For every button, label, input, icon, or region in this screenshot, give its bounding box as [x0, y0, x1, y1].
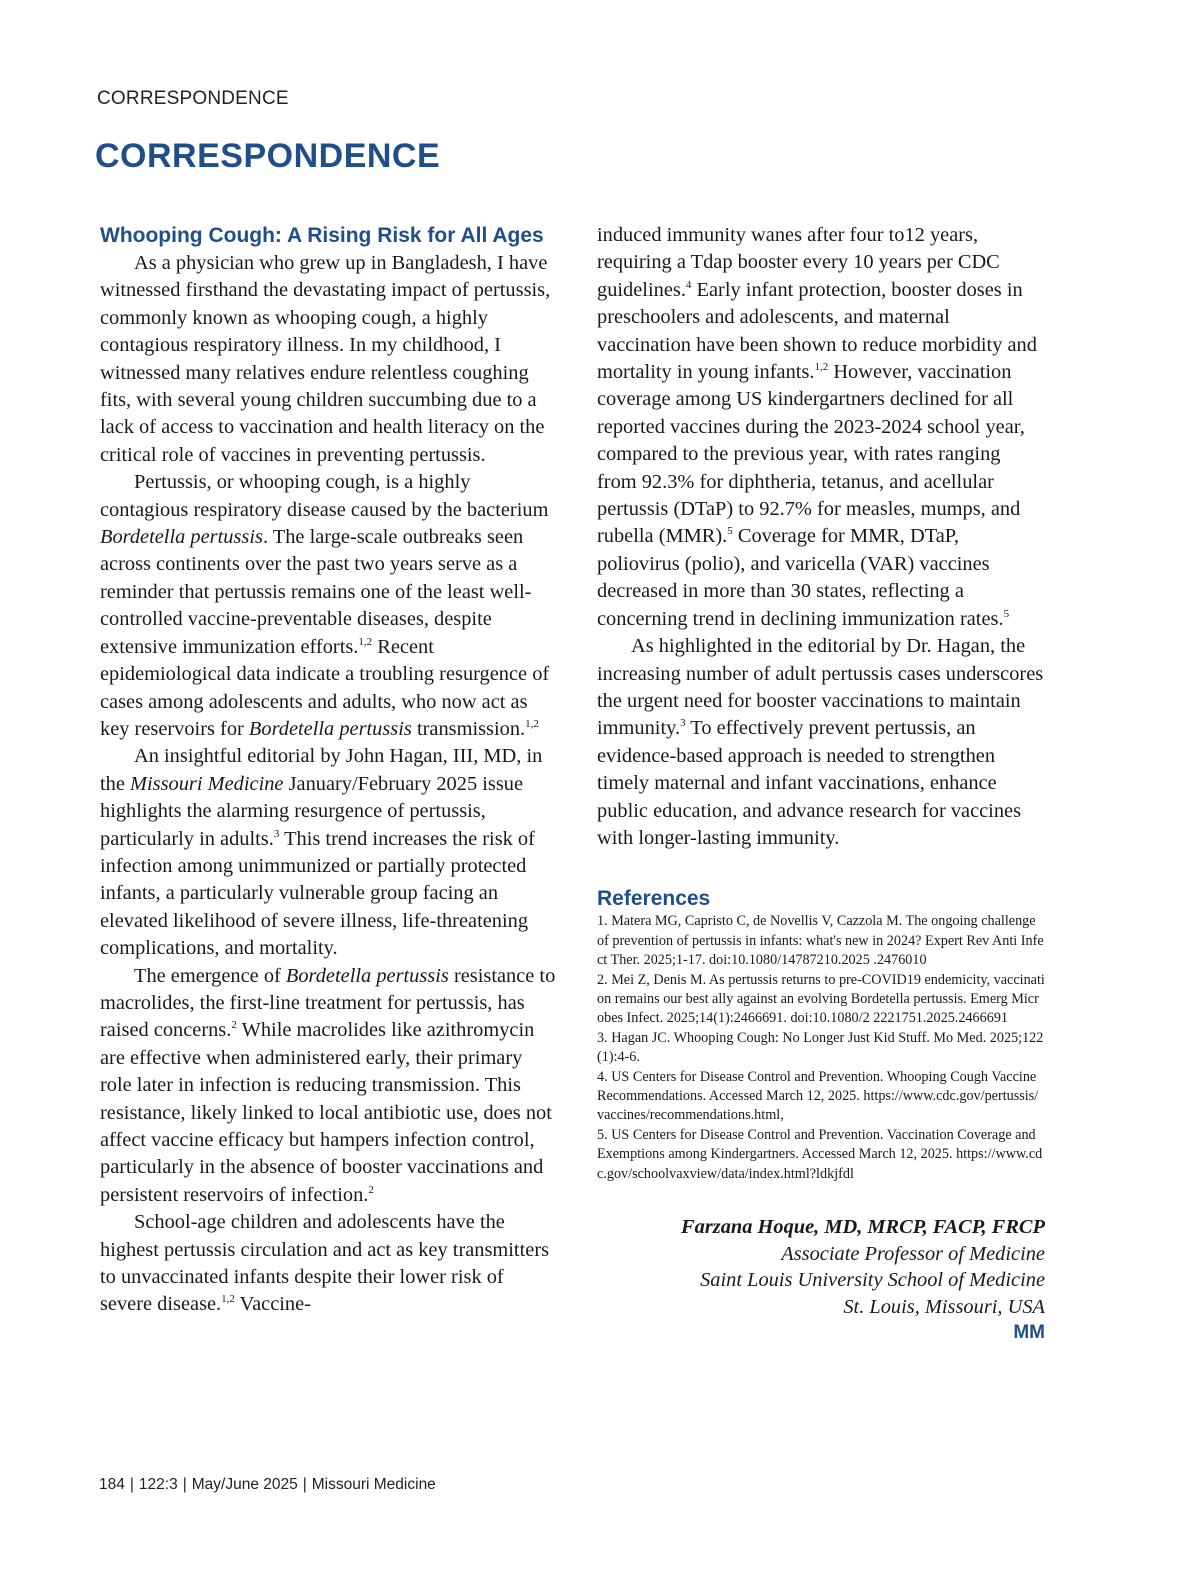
references-heading: References — [597, 887, 711, 911]
references-list — [597, 912, 1045, 1184]
author-location: St. Louis, Missouri, USA — [843, 1295, 1045, 1318]
author-title: Associate Professor of Medicine — [781, 1242, 1045, 1265]
page-number: 184 — [99, 1476, 125, 1493]
end-mark-logo: MM — [1013, 1322, 1045, 1344]
paragraph-7: As highlighted in the editorial by Dr. Hagan, the increasing number of adult pertussis cases underscores the urgent need for booster vaccinations to maintain immunity.$^3$ To effectively prevent pertussis, an evidence-based approach is needed to strengthen timely maternal and infant vaccinations, enhance public education, and advance research for vaccines with longer-lasting immunity. — [597, 635, 1044, 849]
author-name: Farzana Hoque, MD, MRCP, FACP, FRCP — [681, 1216, 1045, 1239]
page-footer: 184 | 122:3 | May/June 2025 | Missouri Medicine — [99, 1476, 436, 1493]
reference-item: 5. US Centers for Disease Control and Prevention. Vaccination Coverage and Exemptions among Kindergartners. Accessed March 12, 2025. https://www.cdc.gov/schoolvaxview/data/index.html?ldkjfdl — [597, 1126, 1043, 1182]
signature-block — [597, 1214, 1045, 1347]
left-column — [100, 222, 556, 1319]
reference-item: 3. Hagan JC. Whooping Cough: No Longer Just Kid Stuff. Mo Med. 2025;122(1):4-6. — [597, 1029, 1044, 1066]
reference-item: 2. Mei Z, Denis M. As pertussis returns to pre-COVID19 endemicity, vaccination remains our best ally against an evolving Bordetella pertussis. Emerg Microbes Infect. 2025;14(1):2466691. doi:10.1080/2 2221751.2025.2466691 — [597, 971, 1045, 1027]
page-title: CORRESPONDENCE — [95, 137, 441, 175]
article-title: Whooping Cough: A Rising Risk for All Ages — [100, 224, 544, 247]
paragraph-5: School-age children and adolescents have the highest pertussis circulation and act as key transmitters to unvaccinated infants despite their lower risk of severe disease.$^{1,2}$ Vaccine- — [100, 1211, 550, 1316]
journal-name: Missouri Medicine — [311, 1476, 436, 1493]
volume-issue: 122:3 — [138, 1476, 178, 1493]
reference-item: 4. US Centers for Disease Control and Prevention. Whooping Cough Vaccine Recommendations. Accessed March 12, 2025. https://www.cdc.gov/pertussis/vaccines/recommendations.html, — [597, 1068, 1039, 1124]
paragraph-4: The emergence of Bordetella pertussis resistance to macrolides, the first-line treatment for pertussis, has raised concerns.$^2$ While macrolides like azithromycin are effective when administered early, their primary role later in infection is reducing transmission. This resistance, likely linked to local antibiotic use, does not affect vaccine efficacy but hampers infection control, particularly in the absence of booster vaccinations and persistent reservoirs of infection.$^2$ — [100, 964, 556, 1206]
paragraph-6: induced immunity wanes after four to12 years, requiring a Tdap booster every 10 years per CDC guidelines.$^4$ Early infant protection, booster doses in preschoolers and adolescents, and maternal vaccination have been shown to reduce morbidity and mortality in young infants.$^{1,2}$ However, vaccination coverage among US kindergartners declined for all reported vaccines during the 2023-2024 school year, compared to the previous year, with rates ranging from 92.3% for diphtheria, tetanus, and acellular pertussis (DTaP) to 92.7% for measles, mumps, and rubella (MMR).$^5$ Coverage for MMR, DTaP, poliovirus (polio), and varicella (VAR) vaccines decreased in more than 30 states, reflecting a concerning trend in declining immunization rates.$^5$ — [597, 224, 1037, 630]
reference-item: 1. Matera MG, Capristo C, de Novellis V, Cazzola M. The ongoing challenge of prevention of pertussis in infants: what's new in 2024? Expert Rev Anti Infect Ther. 2025;1-17. doi:10.1080/14787210.2025 .2476010 — [597, 913, 1044, 969]
issue-date: May/June 2025 — [191, 1476, 298, 1493]
section-label: CORRESPONDENCE — [97, 88, 289, 109]
paragraph-2: Pertussis, or whooping cough, is a highly contagious respiratory disease caused by the bacterium Bordetella pertussis. The large-scale outbreaks seen across continents over the past two years serve as a reminder that pertussis remains one of the least well-controlled vaccine-preventable diseases, despite extensive immunization efforts.$^{1,2}$ Recent epidemiological data indicate a troubling resurgence of cases among adolescents and adults, who now act as key reservoirs for Bordetella pertussis transmission.$^{1,2}$ — [100, 471, 550, 740]
author-institution: Saint Louis University School of Medicine — [700, 1269, 1045, 1292]
paragraph-3: An insightful editorial by John Hagan, III, MD, in the Missouri Medicine January/February 2025 issue highlights the alarming resurgence of pertussis, particularly in adults.$^3$ This trend increases the risk of infection among unimmunized or partially protected infants, a particularly vulnerable group facing an elevated likelihood of severe illness, life-threatening complications, and mortality. — [100, 745, 543, 960]
right-column — [597, 222, 1045, 1347]
paragraph-1: As a physician who grew up in Bangladesh, I have witnessed firsthand the devastating impact of pertussis, commonly known as whooping cough, a highly contagious respiratory illness. In my childhood, I witnessed many relatives endure relentless coughing fits, with several young children succumbing due to a lack of access to vaccination and health literacy on the critical role of vaccines in preventing pertussis. — [100, 252, 551, 466]
